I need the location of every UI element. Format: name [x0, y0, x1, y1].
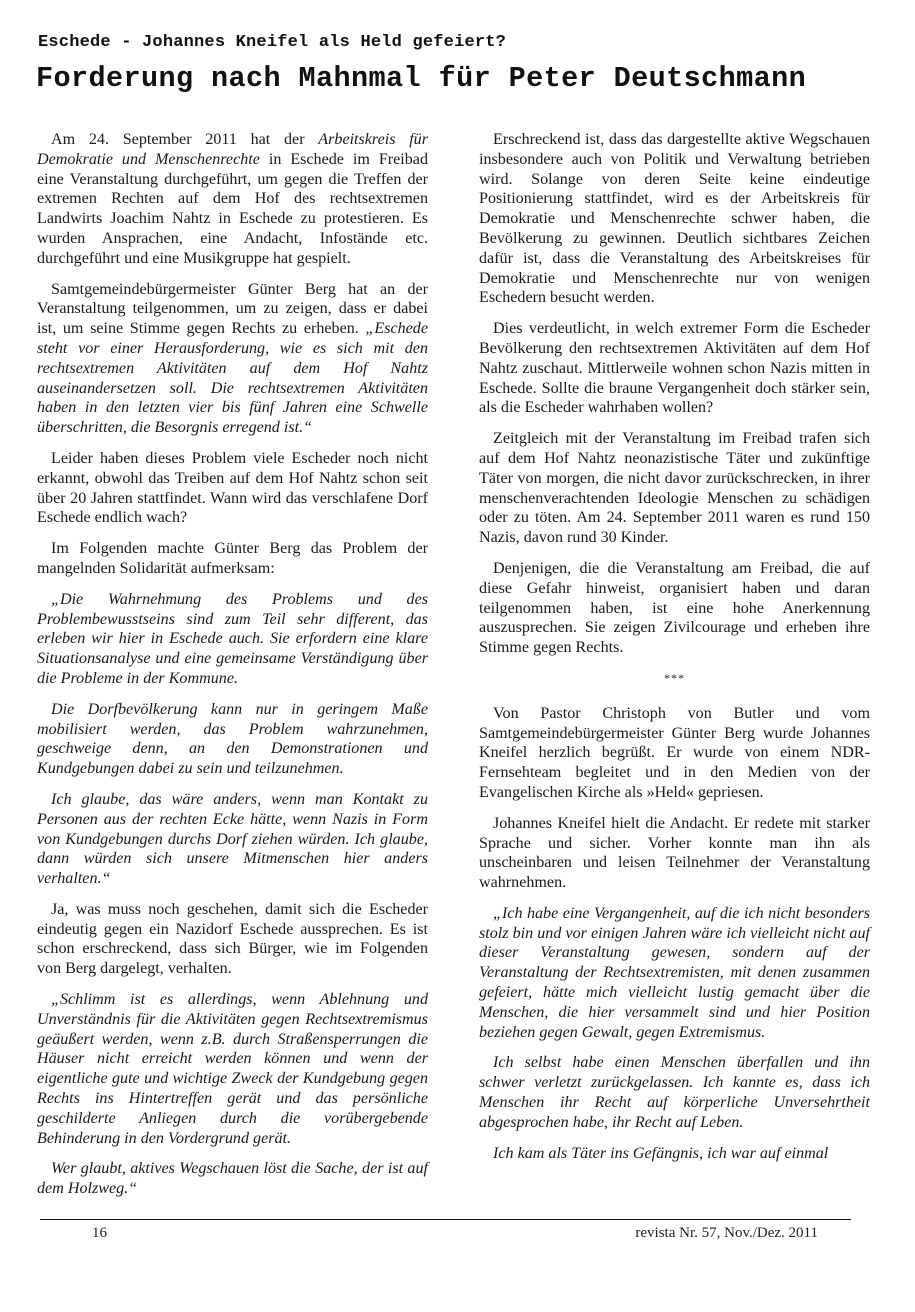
quote-text: „Eschede steht vor einer Herausforderung, wie es sich mit den rechtsextremen Aktivitäten auf dem Hof Nahtz auseinandersetzen soll. Die rechtsextremen Aktivitäten haben in den letzten vier bis fünf Jahren eine Schwelle überschritten, die Besorgnis erregend ist.“: [37, 320, 428, 437]
paragraph: Leider haben dieses Problem viele Escheder noch nicht erkannt, obwohl das Treiben auf dem Hof Nahtz schon seit über 20 Jahren stattfindet. Wann wird das verschlafene Dorf Eschede endlich wach?: [37, 449, 428, 527]
article-column-left: [37, 130, 428, 1210]
paragraph: Denjenigen, die die Veranstaltung am Freibad, die auf diese Gefahr hinweist, organisiert haben und daran teilgenommen haben, ist eine hohe Anerkennung auszusprechen. Sie zeigen Zivilcourage und erheben ihre Stimme gegen Rechts.: [479, 559, 870, 657]
quote-paragraph: Die Dorfbevölkerung kann nur in geringem Maße mobilisiert werden, das Problem wahrzunehmen, geschweige denn, an den Demonstrationen und Kundgebungen dabei zu sein und teilzunehmen.: [37, 700, 428, 778]
paragraph-text: Samtgemeindebürgermeister Günter Berg hat an der Veranstaltung teilgenommen, um zu zeigen, dass er dabei ist, um seine Stimme gegen Rechts zu erheben.: [37, 280, 428, 338]
paragraph: Von Pastor Christoph von Butler und vom Samtgemeindebürgermeister Günter Berg wurde Johannes Kneifel herzlich begrüßt. Er wurde von einem NDR-Fernsehteam begleitet und in den Medien von der Evangelischen Kirche als »Held« gepriesen.: [479, 704, 870, 801]
quote-paragraph: Ich glaube, das wäre anders, wenn man Kontakt zu Personen aus der rechten Ecke hätte, wenn Nazis in Form von Kundgebungen durchs Dorf ziehen würden. Ich glaube, dann würden sich unsere Mitmenschen hier anders verhalten.“: [37, 790, 428, 888]
article-kicker: Eschede - Johannes Kneifel als Held gefeiert?: [38, 33, 507, 52]
section-separator: ***: [664, 670, 685, 685]
paragraph-text: in Eschede im Freibad eine Veranstaltung durchgeführt, um gegen die Treffen der extremen Rechten auf dem Hof des rechtsextremen Landwirts Joachim Nahtz in Eschede zu protestieren. Es wurden Ansprachen, eine Andacht, Infostände etc. durchgeführt und eine Musikgruppe hat gespielt.: [37, 150, 428, 267]
quote-paragraph: „Die Wahrnehmung des Problems und des Problembewusstseins sind zum Teil sehr different, das erleben wir hier in Eschede auch. Sie erfordern eine klare Situationsanalyse und eine gemeinsame Verständigung über die Probleme in der Kommune.: [37, 590, 428, 687]
paragraph: Zeitgleich mit der Veranstaltung im Freibad trafen sich auf dem Hof Nahtz neonazistische Täter und zukünftige Täter von morgen, die nicht davor zurückschrecken, in ihrer menschenverachtenden Ideologie Menschen zu schädigen oder zu töten. Am 24. September 2011 waren es rund 150 Nazis, davon rund 30 Kinder.: [479, 430, 870, 547]
paragraph: [37, 280, 428, 438]
quote-paragraph: „Ich habe eine Vergangenheit, auf die ich nicht besonders stolz bin und vor einigen Jahren wäre ich vielleicht nicht auf dieser Veranstaltung gewesen, sondern auf der Veranstaltung der Rechtsextremisten, mit denen zusammen gefeiert, hätte mich vielleicht lustig gemacht über die Menschen, die hier versammelt sind und hier Position beziehen gegen Gewalt, gegen Extremismus.: [479, 904, 870, 1041]
paragraph: Ja, was muss noch geschehen, damit sich die Escheder eindeutig gegen ein Nazidorf Eschede aussprechen. Es ist schon erschreckend, dass sich Bürger, wie im Folgenden von Berg dargelegt, verhalten.: [37, 900, 428, 978]
quote-paragraph: „Schlimm ist es allerdings, wenn Ablehnung und Unverständnis für die Aktivitäten gegen Rechtsextremismus geäußert werden, wenn z.B. durch Straßensperrungen die Häuser nicht erreicht werden können und wenn der eigentliche gute und wichtige Zweck der Kundgebung gegen Rechts ins Hintertreffen gerät und das persönliche geschilderte Anliegen durch die vorübergebende Behinderung in den Vordergrund gerät.: [37, 991, 428, 1147]
paragraph: [37, 130, 428, 269]
quote-paragraph: Ich kam als Täter ins Gefängnis, ich war auf einmal: [493, 1144, 829, 1162]
issue-info: revista Nr. 57, Nov./Dez. 2011: [635, 1225, 818, 1241]
paragraph-text: Am 24. September 2011 hat der: [51, 131, 319, 148]
page-number: 16: [92, 1225, 107, 1241]
article-headline: Forderung nach Mahnmal für Peter Deutschmann: [36, 62, 807, 95]
quote-paragraph: Wer glaubt, aktives Wegschauen löst die Sache, der ist auf dem Holzweg.“: [37, 1160, 428, 1198]
paragraph: Im Folgenden machte Günter Berg das Problem der mangelnden Solidarität aufmerksam:: [37, 540, 428, 577]
organization-name: Arbeitskreis für Demokratie und Menschenrechte: [37, 131, 428, 168]
quote-paragraph: Ich selbst habe einen Menschen überfallen und ihn schwer verletzt zurückgelassen. Ich kannte es, dass ich Menschen ihr Recht auf körperliche Unversehrtheit abgesprochen habe, ihr Recht auf Leben.: [479, 1054, 870, 1131]
paragraph: Erschreckend ist, dass das dargestellte aktive Wegschauen insbesondere auch von Politik und Verwaltung betrieben wird. Solange von deren Seite keine eindeutige Positionierung stattfindet, wird es der Arbeitskreis für Demokratie und Menschenrechte schwer haben, die Bevölkerung zu gewinnen. Deutlich sichtbares Zeichen dafür ist, dass die Veranstaltung des Arbeitskreises für Demokratie und Menschenrechte nur von wenigen Eschedern besucht werden.: [479, 131, 870, 307]
paragraph: Johannes Kneifel hielt die Andacht. Er redete mit starker Sprache und sicher. Vorher konnte man ihn als unscheinbaren und leisen Teilnehmer der Veranstaltung wahrnehmen.: [479, 814, 870, 892]
paragraph: Dies verdeutlicht, in welch extremer Form die Escheder Bevölkerung den rechtsextremen Aktivitäten auf dem Hof Nahtz zuschaut. Mittlerweile wohnen schon Nazis mitten in Eschede. Sollte die braune Vergangenheit doch stärker sein, als die Escheder wahrhaben wollen?: [479, 320, 870, 417]
article-column-right: [479, 130, 870, 1174]
footer-divider: [40, 1219, 851, 1220]
